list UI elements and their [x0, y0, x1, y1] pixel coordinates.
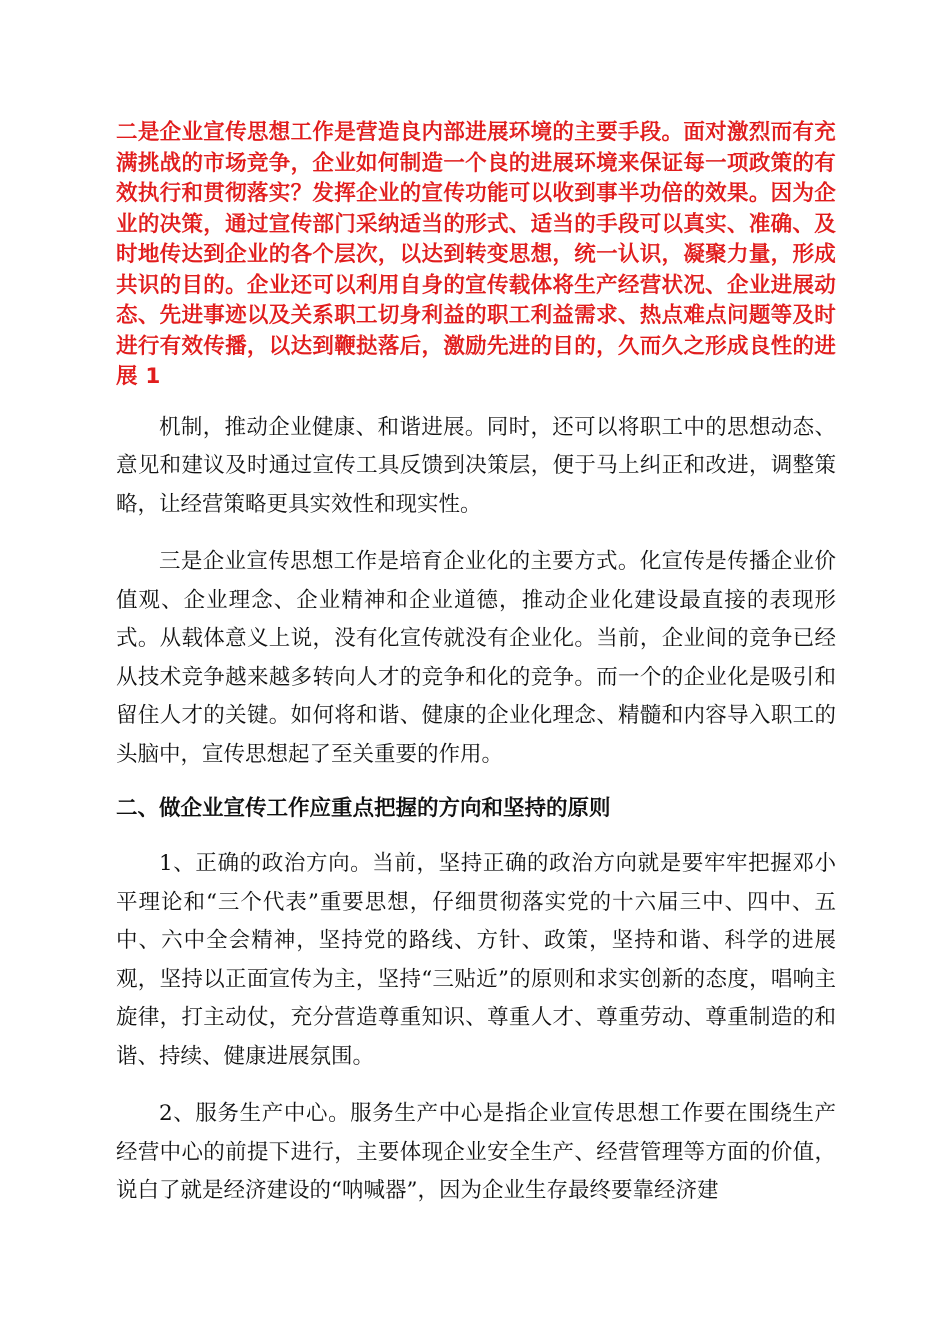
paragraph-political-direction: 1、正确的政治方向。当前，坚持正确的政治方向就是要牢牢把握邓小平理论和“三个代表”重要思想，仔细贯彻落实党的十六届三中、四中、五中、六中全会精神，坚持党的路线、方针、政策，坚持和谐、科学的进展观，坚持以正面宣传为主，坚持“三贴近”的原则和求实创新的态度，唱响主旋律，打主动仗，充分营造尊重知识、尊重人才、尊重劳动、尊重制造的和谐、持续、健康进展氛围。: [116, 851, 836, 1069]
document-body: [116, 118, 836, 1230]
red-highlighted-paragraph: 二是企业宣传思想工作是营造良内部进展环境的主要手段。面对激烈而有充满挑战的市场竞争，企业如何制造一个良的进展环境来保证每一项政策的有效执行和贯彻落实？发挥企业的宣传功能可以收到事半功倍的效果。因为企业的决策，通过宣传部门采纳适当的形式、适当的手段可以真实、准确、及时地传达到企业的各个层次，以达到转变思想，统一认识，凝聚力量，形成共识的目的。企业还可以利用自身的宣传载体将生产经营状况、企业进展动态、先进事迹以及关系职工切身利益的职工利益需求、热点难点问题等及时进行有效传播，以达到鞭挞落后，激励先进的目的，久而久之形成良性的进展 1: [116, 120, 836, 389]
paragraph-production-center: 2、服务生产中心。服务生产中心是指企业宣传思想工作要在围绕生产经营中心的前提下进行，主要体现企业安全生产、经营管理等方面的价值，说白了就是经济建设的“呐喊器”，因为企业生存最终要靠经济建: [116, 1101, 836, 1203]
paragraph-mechanism: 机制，推动企业健康、和谐进展。同时，还可以将职工中的思想动态、意见和建议及时通过宣传工具反馈到决策层，便于马上纠正和改进，调整策略，让经营策略更具实效性和现实性。: [116, 414, 836, 517]
paragraph-culture: 三是企业宣传思想工作是培育企业化的主要方式。化宣传是传播企业价值观、企业理念、企业精神和企业道德，推动企业化建设最直接的表现形式。从载体意义上说，没有化宣传就没有企业化。当前，企业间的竞争已经从技术竞争越来越多转向人才的竞争和化的竞争。而一个的企业化是吸引和留住人才的关键。如何将和谐、健康的企业化理念、精髓和内容导入职工的头脑中，宣传思想起了至关重要的作用。: [116, 549, 836, 767]
section-heading-2: 二、做企业宣传工作应重点把握的方向和坚持的原则: [116, 796, 611, 821]
